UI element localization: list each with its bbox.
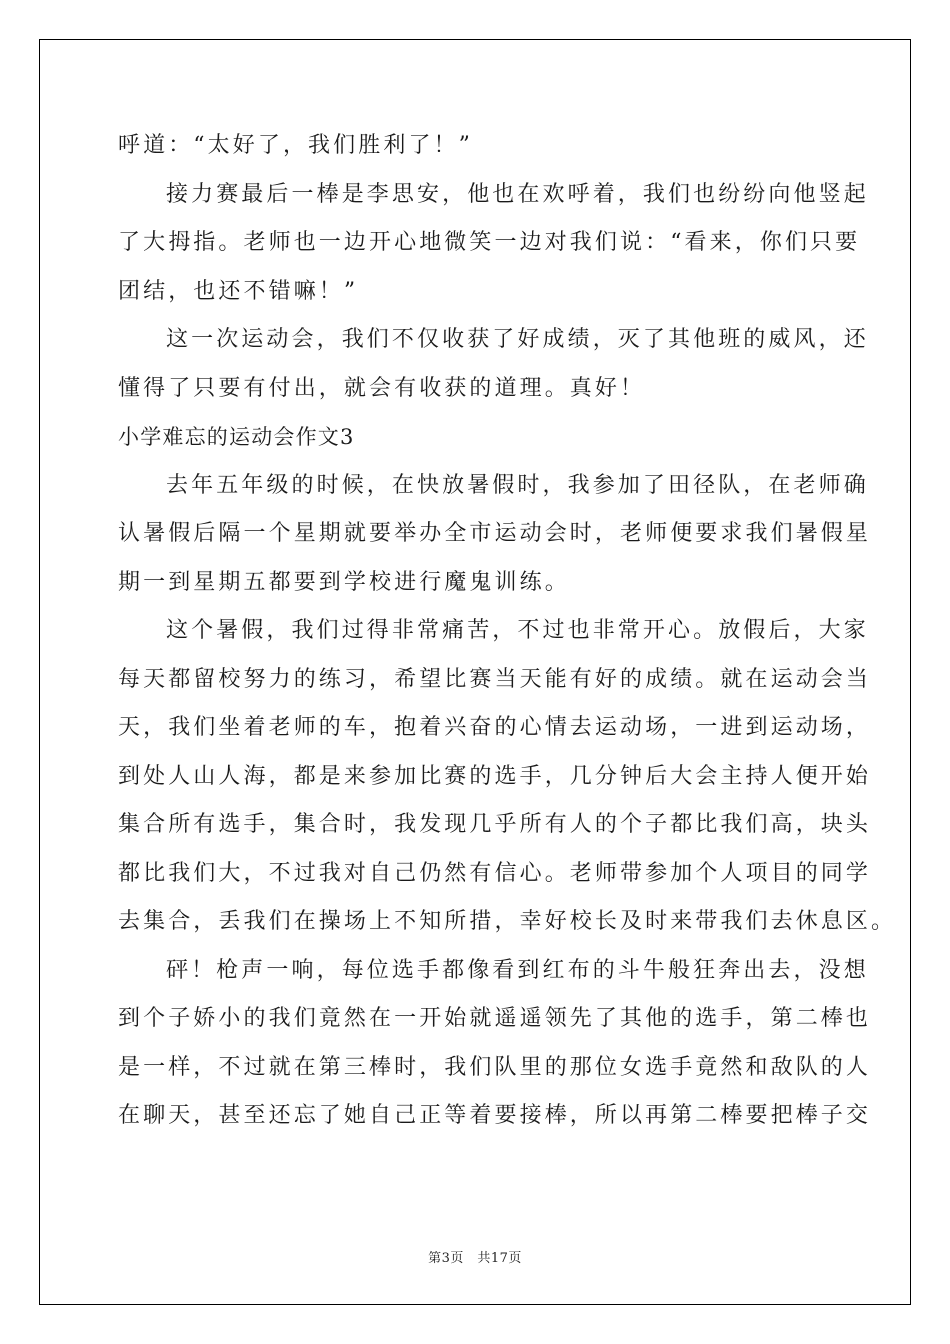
text-line: 团结，也还不错嘛！” <box>118 278 359 304</box>
text-line: 去年五年级的时候，在快放暑假时，我参加了田径队，在老师确 <box>166 472 869 498</box>
text-line: 懂得了只要有付出，就会有收获的道理。真好！ <box>118 375 646 401</box>
text-line: 呼道：“太好了，我们胜利了！” <box>118 133 473 158</box>
text-line: 期一到星期五都要到学校进行魔鬼训练。 <box>118 569 570 595</box>
text-line: 到处人山人海，都是来参加比赛的选手，几分钟后大会主持人便开始 <box>118 763 872 789</box>
text-line: 这个暑假，我们过得非常痛苦，不过也非常开心。放假后，大家 <box>166 618 869 643</box>
text-line: 去集合，丢我们在操场上不知所措，幸好校长及时来带我们去休息区。 <box>118 909 897 934</box>
text-line: 在聊天，甚至还忘了她自己正等着要接棒，所以再第二棒要把棒子交 <box>118 1103 872 1128</box>
text-line: 砰！枪声一响，每位选手都像看到红布的斗牛般狂奔出去，没想 <box>166 957 869 983</box>
text-line: 天，我们坐着老师的车，抱着兴奋的心情去运动场，一进到运动场， <box>118 715 872 740</box>
text-line: 到个子娇小的我们竟然在一开始就遥遥领先了其他的选手，第二棒也 <box>118 1006 872 1031</box>
section-heading: 小学难忘的运动会作文3 <box>118 425 355 449</box>
text-line: 都比我们大，不过我对自己仍然有信心。老师带参加个人项目的同学 <box>118 860 872 886</box>
document-body <box>118 128 897 1147</box>
text-line: 这一次运动会，我们不仅收获了好成绩，灭了其他班的威风，还 <box>166 327 869 352</box>
text-line: 认暑假后隔一个星期就要举办全市运动会时，老师便要求我们暑假星 <box>118 521 872 546</box>
page-number-footer: 第3页 共17页 <box>428 1251 522 1266</box>
text-line: 接力赛最后一棒是李思安，他也在欢呼着，我们也纷纷向他竖起 <box>166 181 869 207</box>
text-line: 是一样，不过就在第三棒时，我们队里的那位女选手竟然和敌队的人 <box>118 1054 872 1080</box>
text-line: 了大拇指。老师也一边开心地微笑一边对我们说：“看来，你们只要 <box>118 230 861 255</box>
text-line: 每天都留校努力的练习，希望比赛当天能有好的成绩。就在运动会当 <box>118 666 872 692</box>
text-line: 集合所有选手，集合时，我发现几乎所有人的个子都比我们高，块头 <box>118 812 872 837</box>
